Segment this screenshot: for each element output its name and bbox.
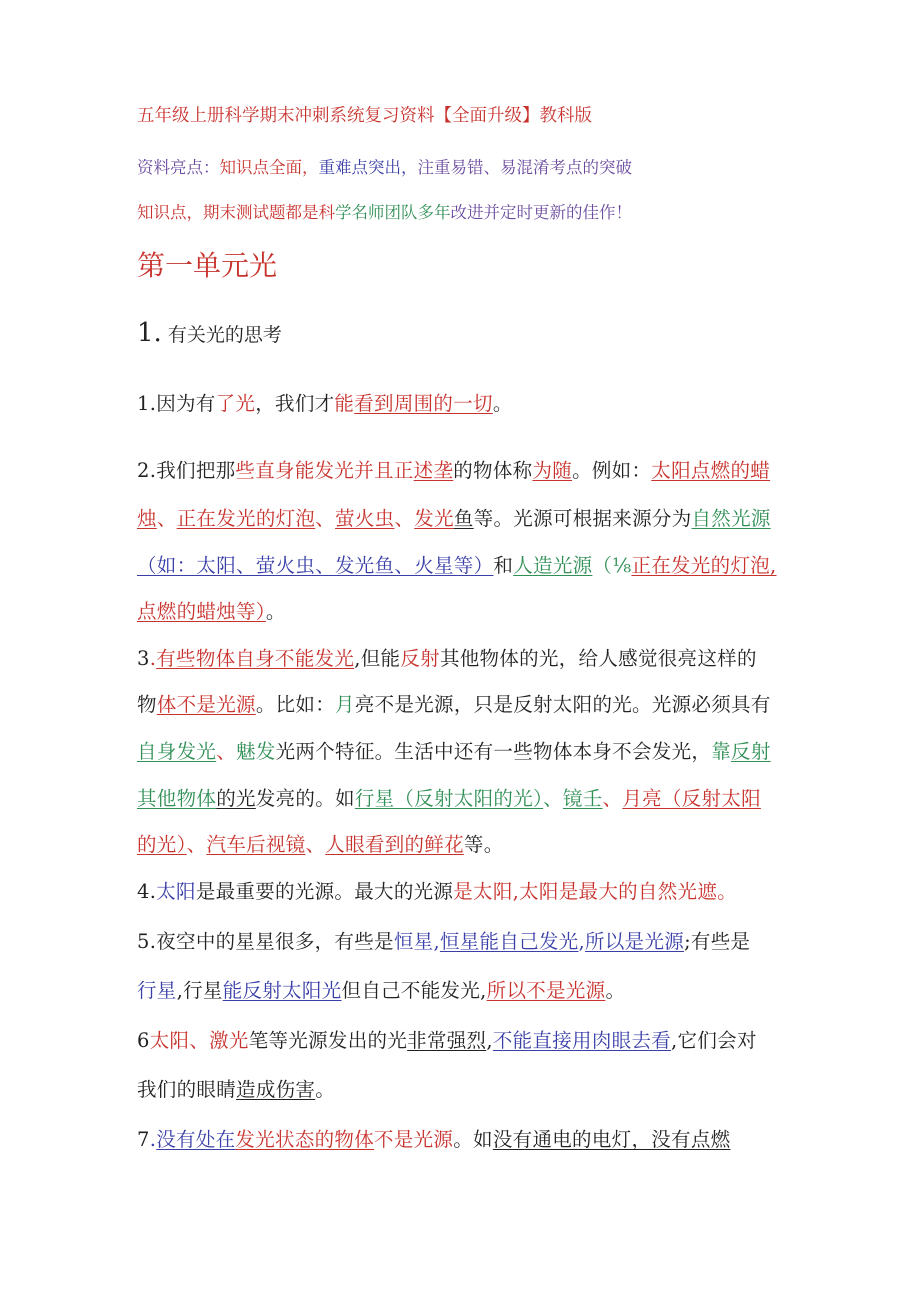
text-run: 没有通电的电灯，没有点燃 (492, 1128, 731, 1151)
text-run: 发光 (414, 507, 454, 530)
item-3-line-4 (137, 783, 761, 811)
text-run: ,它们会对 (671, 1029, 757, 1052)
doc-title (137, 102, 592, 127)
text-run: 笔等光源发出的光 (248, 1029, 408, 1052)
item-3-line-5 (137, 829, 504, 857)
text-run: 。 (265, 600, 286, 623)
text-run: 其他物体的光，给人感觉很亮这样的 (439, 647, 757, 670)
text-run: 为随 (532, 459, 573, 482)
text-run: 自然光源 (691, 507, 771, 530)
text-run: 、 (186, 833, 207, 856)
text-run: 镜壬 (562, 787, 603, 810)
item-2-line-1 (137, 455, 770, 483)
text-run: .我们把那 (149, 459, 236, 482)
text-run: 。比如： (255, 693, 336, 716)
text-run: 2 (137, 459, 150, 482)
item-6-line-1 (137, 1025, 757, 1053)
text-run: 能反射太阳光 (222, 979, 342, 1002)
text-run: 了光 (215, 392, 256, 415)
text-run: 非常强烈 (407, 1029, 487, 1052)
text-run: 和 (493, 554, 514, 577)
item-4 (137, 876, 737, 904)
text-run: 发光状态的物体 (235, 1128, 375, 1151)
text-run: 所以是光源 (585, 930, 685, 953)
highlights-part: 重难点突出， (318, 158, 418, 177)
text-run: 月 (335, 693, 355, 716)
text-run: 自身发光 (137, 740, 217, 763)
text-run: , (578, 930, 586, 953)
text-run: ，我们才 (255, 392, 335, 415)
doc-title-text: 五年级上册科学期末冲刺系统复习资料【全面升级】教科版 (137, 106, 592, 126)
item-2-line-2 (137, 503, 771, 531)
text-run: （如：太阳、萤火虫、发光鱼、火星等） (137, 554, 494, 577)
highlights-line-1 (137, 154, 632, 178)
text-run: 汽车后视镜 (206, 833, 306, 856)
text-run: 太阳、激光 (149, 1029, 249, 1052)
text-run: 。 (315, 1078, 336, 1101)
text-run: 亮不是光源，只是反射太阳的光。光源必须具有 (354, 693, 771, 716)
text-run: 能 (334, 392, 355, 415)
text-run: 反射 (400, 647, 440, 670)
text-run: ,行星 (176, 979, 223, 1002)
item-6-line-2 (137, 1074, 335, 1102)
section-number: 1. (137, 318, 162, 348)
item-3-line-2 (137, 689, 771, 717)
text-run: 5 (137, 930, 150, 953)
text-run: 行星 (137, 979, 177, 1002)
text-run: 、 (156, 507, 177, 530)
item-2-line-3 (137, 550, 777, 578)
text-run: 其他物体 (137, 787, 217, 810)
highlights-part: 注重易错、易混淆考点的突破 (417, 158, 632, 177)
section-heading (137, 318, 282, 348)
text-run: 光两个特征。生活中还有一些物体本身不会发光， (275, 740, 712, 763)
text-run: 行星（反射太阳的光） (354, 787, 544, 810)
item-3-line-3 (137, 736, 771, 764)
text-run: ;有些是 (684, 930, 751, 953)
text-run: 述 (413, 459, 434, 482)
text-run: 6 (137, 1029, 150, 1052)
text-run: 正在发光的灯泡 (176, 507, 316, 530)
text-run: 1.因为有 (137, 392, 216, 415)
text-run: . (149, 647, 157, 670)
text-run: 的光 (216, 787, 256, 810)
text-run: 烛 (137, 507, 157, 530)
text-run: 月亮（反射太阳 (622, 787, 761, 810)
text-run: 、 (543, 787, 563, 810)
text-run: 萤火虫 (335, 507, 395, 530)
text-run: 恒星 (393, 930, 434, 953)
text-run: , (433, 930, 440, 953)
unit-title: 第一单元光 (137, 249, 278, 282)
text-run: 不能直接用肉眼去看 (492, 1029, 672, 1052)
highlights-part: 期末测试题都是科 (203, 203, 335, 222)
text-run: 不是光源 (374, 1128, 454, 1151)
text-run: 体不是光源 (156, 693, 256, 716)
item-3-line-1 (137, 643, 757, 671)
text-run: 魅发 (236, 740, 276, 763)
item-2-line-4 (137, 596, 286, 624)
text-run: 人造光源 (513, 554, 593, 577)
text-run: 。 (717, 880, 737, 903)
text-run: 但自己不能发光, (341, 979, 487, 1002)
text-run: 是太阳,太阳是最大的自然光遮 (453, 880, 718, 903)
text-run: 的物体称 (453, 459, 533, 482)
highlights-part: 改进并定时更新的佳作！ (450, 203, 632, 222)
text-run: 靠 (711, 740, 732, 763)
text-run: 等。 (463, 833, 504, 856)
text-run: 些直身能发光并且正 (235, 459, 414, 482)
text-run: 我们的眼睛 (137, 1078, 237, 1101)
text-run: 等。光源可根据来源分为 (473, 507, 692, 530)
text-run: 看到周围的一切 (354, 392, 493, 415)
text-run: 物 (137, 693, 157, 716)
text-run: .夜空中的星星很多，有些是 (149, 930, 394, 953)
text-run: 、 (394, 507, 415, 530)
text-run: 有些物体自身不能发光 (156, 647, 355, 670)
text-run: 恒星能自己发光 (439, 930, 579, 953)
text-run: . (149, 1128, 157, 1151)
text-run: 、 (602, 787, 623, 810)
text-run: 。 (605, 979, 626, 1002)
highlights-label: 资料亮点： (137, 158, 220, 177)
text-run: 鱼 (453, 507, 474, 530)
text-run: 3 (137, 647, 150, 670)
text-run: 发亮的。如 (255, 787, 355, 810)
text-run: （⅛ (592, 554, 632, 577)
section-title: 有关光的思考 (167, 324, 282, 346)
text-run: 太阳点燃的蜡 (651, 459, 771, 482)
text-run: . (149, 880, 157, 903)
text-run: 点燃的蜡烛等） (137, 600, 266, 623)
text-run: 7 (137, 1128, 150, 1151)
text-run: , (486, 1029, 493, 1052)
highlights-part: 学名师团队多年 (335, 203, 451, 222)
text-run: 人眼看到的鲜花 (325, 833, 464, 856)
item-7 (137, 1124, 730, 1152)
text-run: 所以不是光源 (486, 979, 606, 1002)
text-run: 、 (216, 740, 237, 763)
item-5-line-1 (137, 926, 750, 954)
text-run: 的光） (137, 833, 187, 856)
text-run: 没有处在 (156, 1128, 236, 1151)
text-run: 4 (137, 880, 150, 903)
text-run: 、 (315, 507, 336, 530)
text-run: 正在发光的灯泡, (631, 554, 777, 577)
text-run: 太阳 (156, 880, 196, 903)
text-run: 、 (305, 833, 326, 856)
text-run: 垄 (433, 459, 454, 482)
text-run: 。例如： (572, 459, 652, 482)
highlights-part: 知识点全面， (219, 158, 319, 177)
text-run: 是最重要的光源。最大的光源 (195, 880, 454, 903)
text-run: 。如 (453, 1128, 493, 1151)
item-1 (137, 388, 513, 416)
text-run: ,但能 (354, 647, 401, 670)
highlights-part: 知识点， (137, 203, 203, 222)
text-run: 造成伤害 (236, 1078, 316, 1101)
text-run: 反射 (731, 740, 771, 763)
item-5-line-2 (137, 975, 625, 1003)
text-run: 。 (492, 392, 513, 415)
highlights-line-2 (137, 199, 632, 223)
